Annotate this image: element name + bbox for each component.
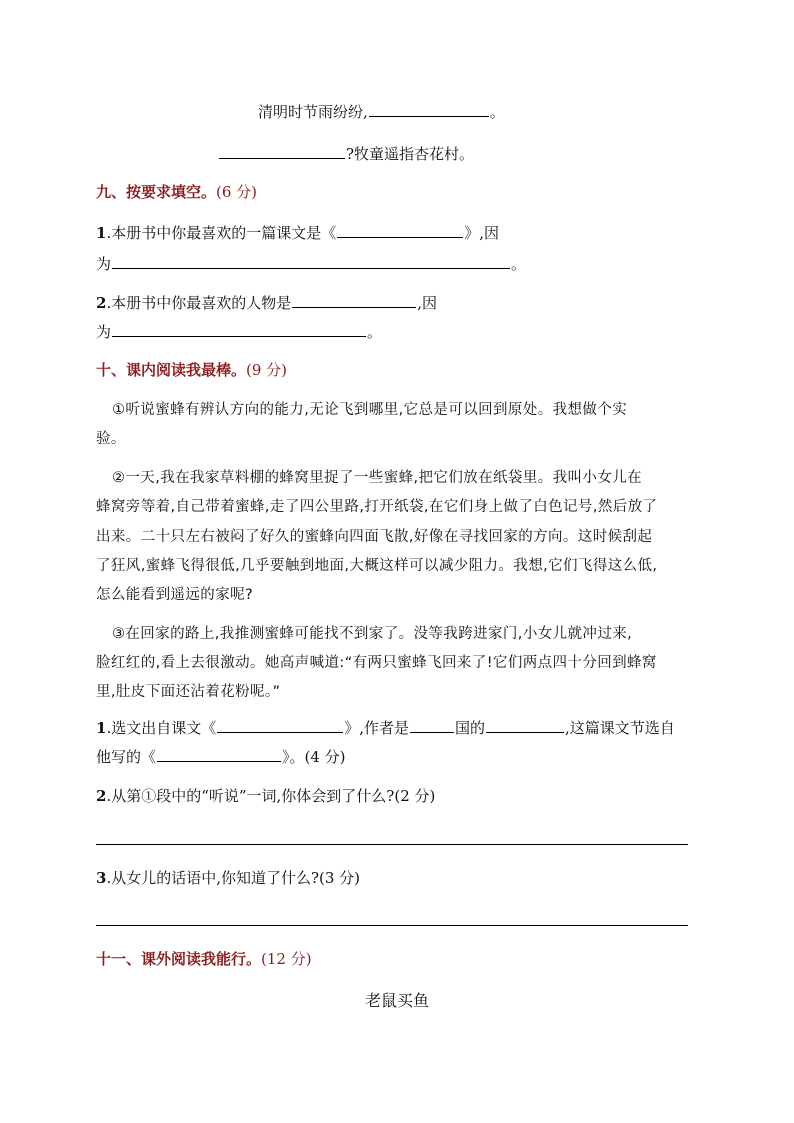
passage-p2-line-3: 出来。二十只左右被闷了好久的蜜蜂向四面飞散,好像在寻找回家的方向。这时候刮起 <box>96 529 653 545</box>
s10-q1-text-d: ,这篇课文节选自 <box>565 719 675 737</box>
s10-q2-answer-line[interactable] <box>96 844 688 845</box>
s9-q1-text-a: .本册书中你最喜欢的一篇课文是《 <box>106 224 337 242</box>
poem-blank-2[interactable] <box>219 142 345 159</box>
section-10-points: (9 分) <box>246 361 288 379</box>
passage-p3-line-3: 里,肚皮下面还沾着花粉呢。” <box>96 684 281 700</box>
s9-q1-blank-reason[interactable] <box>112 252 510 269</box>
s10-q1-text-b: 》,作者是 <box>344 719 409 737</box>
section-11-points: (12 分) <box>261 950 312 968</box>
s9-q1-number: 1 <box>96 224 107 242</box>
passage-p1-line-1: ①听说蜜蜂有辨认方向的能力,无论飞到哪里,它总是可以回到原处。我想做个实 <box>112 402 628 418</box>
passage-p3-line-2: 脸红红的,看上去很激动。她高声喊道:“有两只蜜蜂飞回来了!它们两点四十分回到蜂窝 <box>96 655 657 671</box>
poem-line-2-text: ?牧童遥指杏花村。 <box>346 145 475 163</box>
s10-q3 <box>96 867 360 889</box>
s9-q2-text-d: 。 <box>367 323 383 341</box>
section-9-title <box>96 181 257 203</box>
s9-q2-text-c: 为 <box>96 323 112 341</box>
passage-p2-line-1: ②一天,我在我家草料棚的蜂窝里捉了一些蜜蜂,把它们放在纸袋里。我叫小女儿在 <box>112 470 643 486</box>
s10-q1-number: 1 <box>96 719 107 737</box>
s10-q2 <box>96 785 435 807</box>
s10-q3-answer-line[interactable] <box>96 925 688 926</box>
s9-q1-text-b: 》,因 <box>464 224 499 242</box>
passage-p1-line-2: 验。 <box>96 431 126 447</box>
poem-blank-1[interactable] <box>369 100 489 117</box>
s9-q2-line-1 <box>96 291 437 314</box>
s9-q1-text-d: 。 <box>511 255 527 273</box>
section-10-title <box>96 359 287 381</box>
s9-q2-line-2 <box>96 320 382 343</box>
s9-q2-blank-person[interactable] <box>292 291 416 308</box>
s9-q1-line-1 <box>96 221 499 244</box>
s10-q2-text: .从第①段中的“听说”一词,你体会到了什么?(2 分) <box>106 787 436 805</box>
s9-q1-blank-title[interactable] <box>337 221 463 238</box>
story-title: 老鼠买鱼 <box>364 991 429 1010</box>
s9-q2-blank-reason[interactable] <box>112 320 366 337</box>
poem-line-1 <box>258 100 505 123</box>
section-9-title-text: 九、按要求填空。 <box>96 183 217 201</box>
s10-q3-text: .从女儿的话语中,你知道了什么?(3 分) <box>106 869 361 887</box>
section-9-points: (6 分) <box>216 183 258 201</box>
s10-q1-blank-author[interactable] <box>486 716 564 733</box>
section-11-title-text: 十一、课外阅读我能行。 <box>96 950 262 968</box>
poem-line-2 <box>218 142 474 165</box>
s10-q1-line-2 <box>96 745 346 768</box>
s10-q1-text-e: 他写的《 <box>96 748 157 766</box>
s10-q1-line-1 <box>96 716 675 739</box>
s10-q1-blank-country[interactable] <box>410 716 454 733</box>
passage-p2-line-5: 怎么能看到遥远的家呢? <box>96 587 254 603</box>
passage-p3-line-1: ③在回家的路上,我推测蜜蜂可能找不到家了。没等我跨进家门,小女儿就冲过来, <box>112 626 633 642</box>
s10-q3-number: 3 <box>96 869 107 887</box>
poem-line-1-end: 。 <box>489 103 505 121</box>
s9-q2-text-a: .本册书中你最喜欢的人物是 <box>106 294 292 312</box>
s9-q1-text-c: 为 <box>96 255 112 273</box>
section-10-title-text: 十、课内阅读我最棒。 <box>96 361 247 379</box>
passage-p2-line-4: 了狂风,蜜蜂飞得很低,几乎要触到地面,大概这样可以减少阻力。我想,它们飞得这么低, <box>96 558 658 574</box>
s10-q1-text-c: 国的 <box>455 719 486 737</box>
poem-line-1-text: 清明时节雨纷纷, <box>258 103 368 121</box>
passage-p2-line-2: 蜂窝旁等着,自己带着蜜蜂,走了四公里路,打开纸袋,在它们身上做了白色记号,然后放了 <box>96 499 658 515</box>
s9-q2-text-b: ,因 <box>417 294 437 312</box>
s10-q2-number: 2 <box>96 787 107 805</box>
s9-q1-line-2 <box>96 252 526 275</box>
section-11-title <box>96 948 312 970</box>
s10-q1-blank-book[interactable] <box>157 745 281 762</box>
s10-q1-text-a: .选文出自课文《 <box>106 719 217 737</box>
s9-q2-number: 2 <box>96 294 107 312</box>
s10-q1-text-f: 》。(4 分) <box>282 748 346 766</box>
s10-q1-blank-lesson[interactable] <box>217 716 343 733</box>
